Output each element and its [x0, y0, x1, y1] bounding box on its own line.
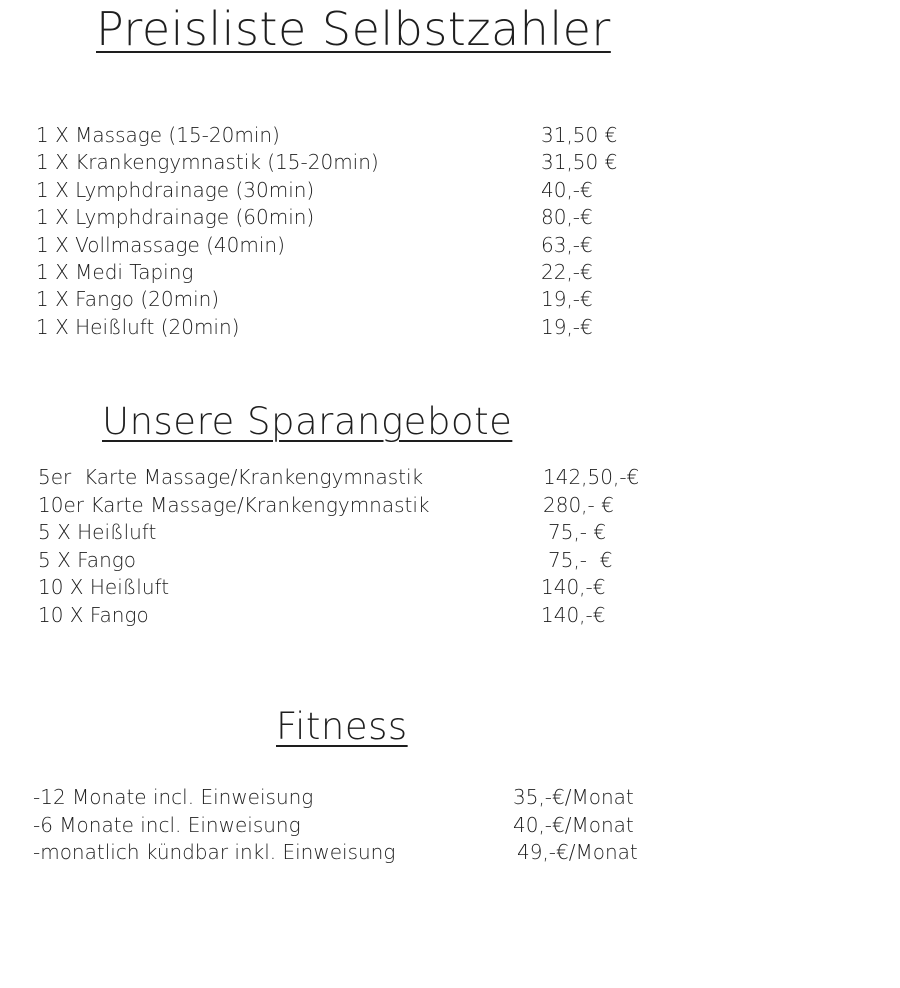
service-price: 40,-€/Monat — [513, 812, 634, 837]
service-label: 1 X Lymphdrainage (60min) — [36, 205, 315, 230]
service-label: 1 X Vollmassage (40min) — [36, 232, 285, 257]
service-label: -6 Monate incl. Einweisung — [33, 812, 301, 837]
service-price: 19,-€ — [541, 314, 593, 339]
service-price: 75,- € — [548, 520, 607, 544]
service-label: 10er Karte Massage/Krankengymnastik — [38, 492, 430, 517]
service-label: 1 X Heißluft (20min) — [36, 314, 240, 339]
service-price: 49,-€/Monat — [517, 840, 638, 864]
service-label: 10 X Fango — [38, 602, 149, 627]
service-label: 5er Karte Massage/Krankengymnastik — [38, 465, 424, 489]
service-price: 22,-€ — [541, 260, 593, 284]
service-label: 5 X Heißluft — [38, 520, 157, 544]
service-price: 75,- € — [548, 547, 613, 572]
service-label: 5 X Fango — [38, 547, 136, 572]
service-label: 1 X Krankengymnastik (15-20min) — [36, 150, 379, 175]
service-price: 63,-€ — [541, 232, 593, 257]
page-title: Preisliste Selbstzahler — [96, 2, 611, 56]
service-price: 40,-€ — [541, 177, 593, 202]
service-price: 140,-€ — [541, 575, 606, 599]
service-label: -monatlich kündbar inkl. Einweisung — [33, 840, 396, 864]
service-label: -12 Monate incl. Einweisung — [33, 785, 314, 809]
service-label: 1 X Massage (15-20min) — [36, 123, 280, 147]
service-price: 80,-€ — [541, 205, 593, 230]
service-price: 31,50 € — [541, 150, 618, 175]
service-label: 1 X Fango (20min) — [36, 287, 220, 312]
service-label: 1 X Medi Taping — [36, 260, 194, 284]
service-label: 1 X Lymphdrainage (30min) — [36, 177, 315, 202]
service-price: 142,50,-€ — [543, 465, 640, 489]
section-title-sparangebote: Unsere Sparangebote — [102, 400, 513, 443]
service-price: 280,- € — [543, 492, 614, 517]
service-price: 31,50 € — [541, 123, 618, 147]
service-label: 10 X Heißluft — [38, 575, 170, 599]
service-price: 140,-€ — [541, 602, 606, 627]
section-title-fitness: Fitness — [276, 705, 408, 748]
service-price: 19,-€ — [541, 287, 593, 312]
service-price: 35,-€/Monat — [513, 785, 634, 809]
